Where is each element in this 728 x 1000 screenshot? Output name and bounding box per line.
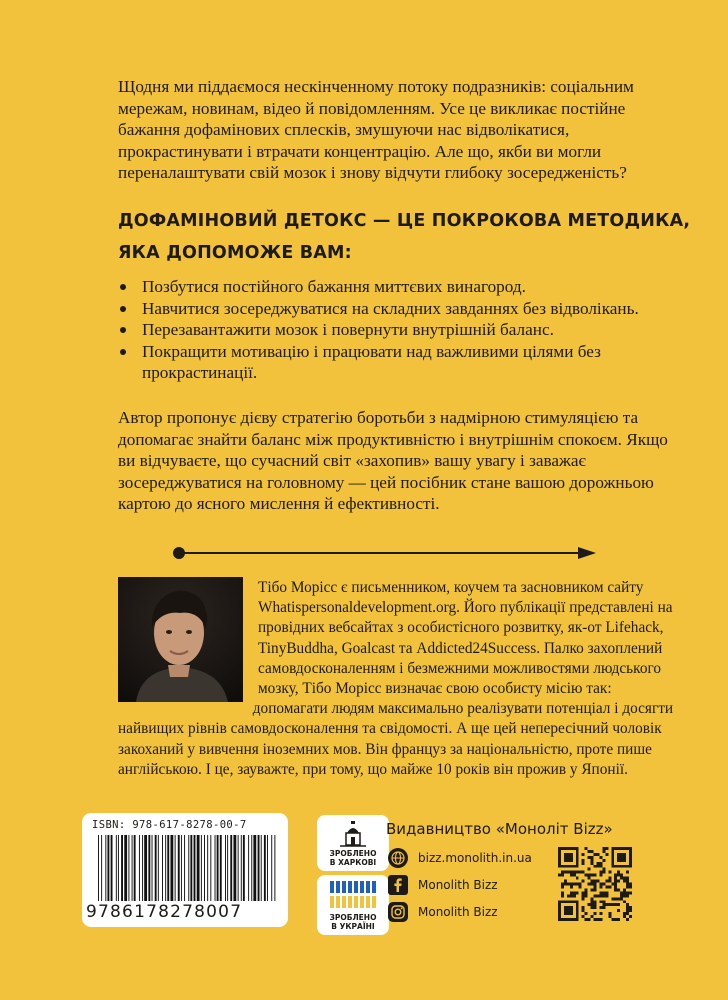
kharkiv-building-icon [338,819,368,849]
contact-website[interactable] [388,846,548,869]
barcode-number: 9786178278007 [86,902,243,922]
facebook-icon [388,875,408,895]
instagram-icon [388,902,408,922]
badge-kharkiv-line-2: В ХАРКОВІ [329,858,377,867]
website-link[interactable]: bizz.monolith.in.ua [418,850,532,865]
list-item: Покращити мотивацію і працювати над важливими цілями без прокрастинації. [118,341,678,384]
globe-icon [388,848,408,868]
publisher-contacts [388,846,548,927]
badge-kharkiv-line-1: ЗРОБЛЕНО [329,849,377,858]
ukraine-flag-icon [328,879,378,911]
author-bio-text: Тібо Морісс є письменником, коучем та засновником сайту Whatispersonaldevelopment.org. Його публікації представлені на провідних вебсайтах з особистісного розвитку, як-от Lifehack, TinyBuddha, Goalcast та Addicted24Success. Палко захоплений самовдосконаленням і безмежними можливостями людського мозку, Тібо Морісс визначає свою особисту місію так: допомагати людям максимально реалізувати потенціал і досягти найвищих рівнів самовдосконалення та свідомості. А ще цей непересічний чоловік закоханий у вивчення іноземних мов. Він француз за національністю, проте пише англійською. І це, зауважте, при тому, що майже 10 років він прожив у Японії. [118,579,674,778]
headline-line-1: ДОФАМІНОВИЙ ДЕТОКС — ЦЕ ПОКРОКОВА МЕТОДИКА, [118,211,691,231]
publisher-name: Видавництво «Моноліт Bizz» [386,820,613,838]
facebook-link[interactable]: Monolith Bizz [418,877,498,892]
qr-code[interactable] [558,847,632,921]
benefits-list [118,276,678,384]
list-item: Позбутися постійного бажання миттєвих винагород. [118,276,678,298]
list-item: Перезавантажити мозок і повернути внутрішній баланс. [118,319,678,341]
intro-paragraph: Щодня ми піддаємося нескінченному потоку подразників: соціальним мережам, новинам, відео й повідомленням. Усе це викликає постійне бажання дофамінових сплесків, змушуючи нас відволікатися, прокрастинувати і втрачати концентрацію. Але що, якби ви могли переналаштувати свій мозок і знову відчути глибоку зосередженість? [118,77,634,183]
headline [118,205,698,269]
contact-facebook[interactable] [388,873,548,896]
list-item: Навчитися зосереджуватися на складних завданнях без відволікань. [118,298,678,320]
made-in-ukraine-badge [317,875,389,935]
barcode [98,835,276,901]
badge-ukraine-line-1: ЗРОБЛЕНО [329,913,377,922]
badge-ukraine-line-2: В УКРАЇНІ [331,922,375,931]
contact-instagram[interactable] [388,900,548,923]
author-bio [118,578,682,780]
isbn-label: ISBN: 978-617-8278-00-7 [92,819,247,831]
description-paragraph: Автор пропонує дієву стратегію боротьби з надмірною стимуляцією та допомагає знайти баланс між продуктивністю і внутрішнім спокоєм. Якщо ви відчуваєте, що сучасний світ «захопив» вашу увагу і заважає зосереджуватися на головному — цей посібник стане вашою дорожньою картою до ясного мислення й ефективності. [118,408,668,514]
made-in-kharkiv-badge [317,815,389,871]
instagram-link[interactable]: Monolith Bizz [418,904,498,919]
headline-line-2: ЯКА ДОПОМОЖЕ ВАМ: [118,243,352,263]
arrow-divider [172,543,596,563]
barcode-box [82,813,288,927]
